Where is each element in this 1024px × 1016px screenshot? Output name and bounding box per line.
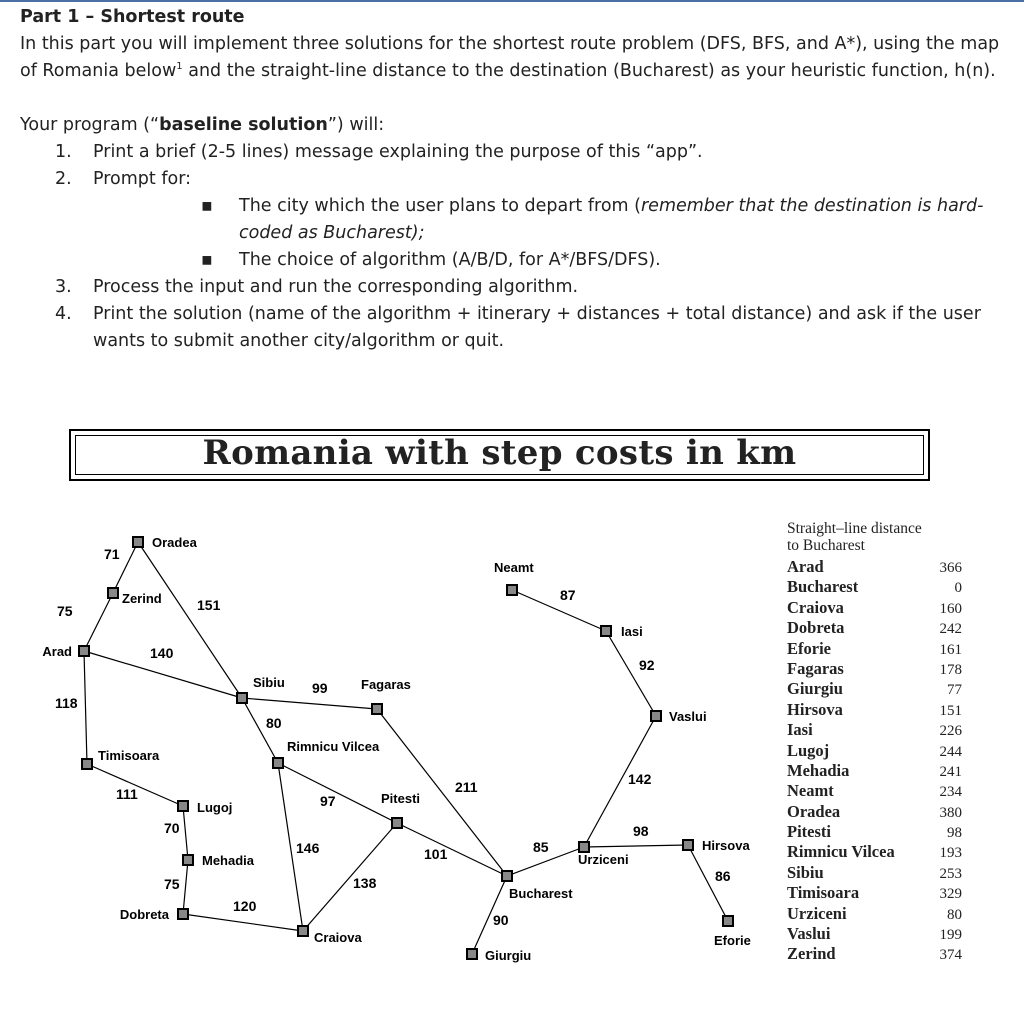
sld-city: Bucharest [787, 577, 859, 597]
city-label-fagaras: Fagaras [361, 677, 411, 692]
sld-row [787, 802, 962, 822]
sld-distance: 193 [939, 845, 962, 862]
sld-row [787, 618, 962, 638]
road-cost-label: 92 [639, 657, 655, 673]
city-node-arad [79, 646, 89, 656]
road-urziceni-hirsova [584, 845, 688, 847]
city-label-iasi: Iasi [621, 624, 643, 639]
sld-distance: 161 [939, 641, 962, 658]
map-title-box [69, 429, 930, 481]
road-cost-label: 90 [493, 912, 509, 928]
sld-row [787, 598, 962, 618]
sld-row [787, 741, 962, 761]
sld-row [787, 924, 962, 944]
road-cost-label: 85 [533, 839, 549, 855]
road-cost-label: 80 [266, 715, 282, 731]
road-cost-label: 87 [560, 587, 576, 603]
sld-distance: 374 [939, 947, 962, 964]
steps-list [20, 139, 1010, 355]
prompt-item: ▪ The city which the user plans to depart from (remember that the destination is hard-coded as Bucharest); [93, 193, 1010, 247]
city-label-pitesti: Pitesti [381, 791, 421, 806]
sld-rows [787, 557, 962, 965]
sld-distance: 0 [954, 580, 962, 597]
road-cost-label: 86 [715, 868, 731, 884]
bullet-icon: ▪ [201, 250, 213, 270]
program-lead: Your program (“baseline solution”) will: [20, 115, 385, 135]
sld-row [787, 761, 962, 781]
road-cost-label: 142 [628, 771, 652, 787]
prompt-list [93, 193, 1010, 274]
sld-city: Craiova [787, 597, 844, 617]
map-title: Romania with step costs in km [202, 433, 797, 473]
sld-row [787, 679, 962, 699]
road-arad-timisoara [84, 651, 87, 764]
city-label-lugoj: Lugoj [197, 800, 233, 815]
program-requirements [20, 112, 1010, 355]
sld-city: Pitesti [787, 822, 831, 842]
step-item: 3. Process the input and run the corresponding algorithm. [55, 277, 579, 297]
city-node-dobreta [178, 909, 188, 919]
road-cost-label: 140 [150, 645, 174, 661]
sld-row [787, 639, 962, 659]
sld-city: Oradea [787, 801, 841, 821]
sld-distance: 366 [939, 560, 962, 576]
road-cost-label: 118 [55, 695, 78, 711]
city-node-sibiu [237, 693, 247, 703]
city-label-vaslui: Vaslui [669, 709, 707, 724]
sld-row [787, 904, 962, 924]
city-node-timisoara [82, 759, 92, 769]
road-dobreta-craiova [183, 914, 303, 931]
section-heading: Part 1 – Shortest route [20, 7, 245, 27]
city-node-neamt [507, 585, 517, 595]
top-border [0, 0, 1024, 2]
city-label-eforie: Eforie [714, 933, 751, 948]
road-sibiu-fagaras [242, 698, 377, 709]
sld-distance: 241 [939, 763, 962, 780]
city-node-bucharest [502, 871, 512, 881]
road-cost-label: 120 [233, 898, 257, 914]
sld-distance: 253 [939, 865, 962, 882]
city-node-hirsova [683, 840, 693, 850]
city-node-iasi [601, 626, 611, 636]
city-label-oradea: Oradea [152, 535, 197, 550]
city-label-timisoara: Timisoara [98, 748, 160, 763]
sld-city: Vaslui [787, 924, 831, 944]
city-node-craiova [298, 926, 308, 936]
sld-distance: 80 [947, 906, 962, 923]
road-cost-label: 70 [164, 820, 180, 836]
sld-row [787, 863, 962, 883]
road-cost-label: 75 [57, 603, 73, 619]
city-label-mehadia: Mehadia [202, 853, 255, 868]
road-cost-label: 99 [312, 680, 328, 696]
sld-row [787, 822, 962, 842]
city-node-zerind [108, 588, 118, 598]
sld-row [787, 700, 962, 720]
road-cost-label: 211 [455, 779, 478, 795]
sld-city: Hirsova [787, 699, 843, 719]
road-pitesti-bucharest [397, 823, 507, 876]
road-cost-label: 151 [197, 597, 221, 613]
city-node-eforie [723, 916, 733, 926]
sld-distance: 380 [939, 804, 962, 821]
sld-city: Urziceni [787, 903, 847, 923]
sld-distance: 199 [939, 927, 962, 944]
city-label-arad: Arad [42, 644, 72, 659]
sld-row [787, 720, 962, 740]
road-rimnicu-pitesti [278, 763, 397, 823]
sld-city: Arad [787, 557, 824, 576]
sld-city: Lugoj [787, 740, 830, 760]
road-vaslui-iasi [606, 631, 656, 716]
road-lugoj-mehadia [183, 806, 188, 860]
sld-distance: 244 [939, 743, 962, 760]
city-label-sibiu: Sibiu [253, 675, 285, 690]
document-body [20, 4, 1010, 355]
road-cost-label: 138 [353, 875, 377, 891]
sld-distance: 329 [939, 886, 962, 903]
sld-row [787, 781, 962, 801]
sld-distance: 226 [939, 723, 962, 740]
sld-city: Dobreta [787, 618, 845, 638]
sld-city: Rimnicu Vilcea [787, 842, 895, 862]
sld-header-line2: to Bucharest [787, 537, 865, 554]
road-oradea-sibiu [138, 542, 242, 698]
city-label-craiova: Craiova [314, 930, 362, 945]
sld-distance: 242 [939, 621, 962, 638]
road-cost-label: 97 [320, 793, 336, 809]
city-label-neamt: Neamt [494, 560, 534, 575]
step-item: 2. Prompt for: ▪ The city which the user plans to depart from (remember that the destination is hard-coded as Bucharest); ▪ The choice of algorithm (A/B/D, for A*/BFS/DFS). [20, 166, 1010, 274]
road-cost-label: 71 [104, 546, 120, 562]
road-cost-label: 146 [296, 840, 320, 856]
sld-distance: 234 [939, 784, 962, 801]
sld-row [787, 883, 962, 903]
sld-distance: 151 [939, 702, 962, 719]
sld-header-line1: Straight–line distance [787, 520, 922, 537]
road-iasi-neamt [512, 590, 606, 631]
sld-city: Giurgiu [787, 679, 843, 699]
road-mehadia-dobreta [183, 860, 188, 914]
sld-row [787, 577, 962, 597]
sld-distance: 178 [939, 661, 962, 678]
sld-row [787, 842, 962, 862]
city-label-giurgiu: Giurgiu [485, 948, 532, 963]
sld-city: Iasi [787, 720, 813, 740]
sld-distance: 77 [947, 682, 962, 699]
sld-row [787, 557, 962, 577]
step-item: 1. Print a brief (2-5 lines) message explaining the purpose of this “app”. [55, 142, 703, 162]
city-label-hirsova: Hirsova [702, 838, 750, 853]
sld-distance: 98 [947, 825, 962, 842]
city-label-zerind: Zerind [122, 591, 162, 606]
city-label-urziceni: Urziceni [578, 852, 629, 867]
road-cost-label: 98 [633, 823, 649, 839]
city-node-pitesti [392, 818, 402, 828]
sld-city: Neamt [787, 781, 834, 801]
sld-city: Eforie [787, 638, 831, 658]
sld-city: Mehadia [787, 760, 850, 780]
prompt-item: ▪ The choice of algorithm (A/B/D, for A*/BFS/DFS). [93, 247, 1010, 274]
sld-city: Timisoara [787, 883, 860, 903]
step-item: 4. Print the solution (name of the algorithm + itinerary + distances + total distance) and ask if the user wants to submit another city/algorithm or quit. [55, 304, 981, 351]
city-node-rimnicu [273, 758, 283, 768]
romania-road-map [0, 500, 790, 980]
sld-row [787, 944, 962, 964]
bullet-icon: ▪ [201, 196, 213, 216]
city-node-oradea [133, 537, 143, 547]
straight-line-distance-table [787, 520, 962, 965]
sld-distance: 160 [939, 600, 962, 617]
city-node-vaslui [651, 711, 661, 721]
city-node-urziceni [579, 842, 589, 852]
city-node-mehadia [183, 855, 193, 865]
sld-city: Sibiu [787, 862, 824, 882]
city-label-dobreta: Dobreta [119, 907, 169, 922]
footnote-marker: 1 [176, 61, 183, 73]
sld-city: Zerind [787, 944, 836, 964]
road-cost-label: 101 [424, 846, 448, 862]
city-label-bucharest: Bucharest [509, 886, 573, 901]
city-node-lugoj [178, 801, 188, 811]
city-node-giurgiu [467, 949, 477, 959]
road-cost-label: 111 [116, 786, 138, 802]
intro-paragraph: In this part you will implement three solutions for the shortest route problem (DFS, BFS, and A*), using the map of Romania below$^1$ and the straight-line distance to the destination (Bucharest) as your heuristic function, h(n). [20, 34, 1000, 81]
sld-city: Fagaras [787, 658, 844, 678]
city-node-fagaras [372, 704, 382, 714]
road-cost-label: 75 [164, 876, 180, 892]
road-zerind-arad [84, 593, 113, 651]
city-label-rimnicu: Rimnicu Vilcea [287, 739, 380, 754]
sld-row [787, 659, 962, 679]
